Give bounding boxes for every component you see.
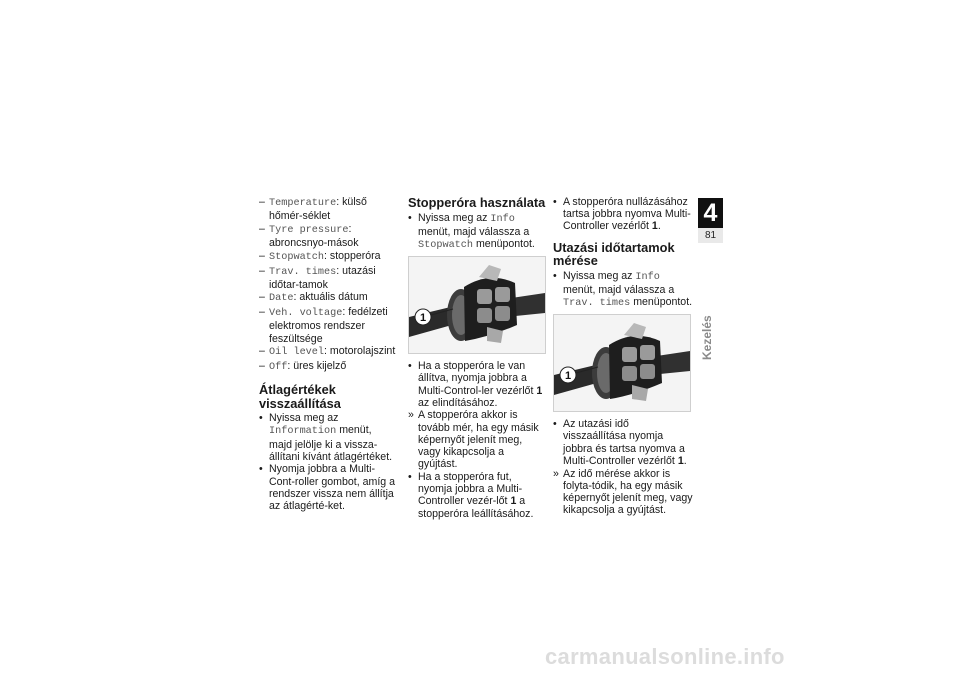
menu-code: Veh. voltage	[269, 308, 343, 320]
handlebar-controls-illustration	[409, 257, 545, 353]
bullet-marker: •	[553, 269, 557, 282]
menu-code: Oil level	[269, 347, 325, 359]
menu-code: Information	[269, 426, 337, 438]
step-text: menüt, majd jelölje ki a vissza-állítani kívánt átlagértéket.	[269, 424, 393, 463]
step-text: Ha a stopperóra le van állítva, nyomja jobbra a Multi-Control-ler vezérlőt	[418, 360, 537, 397]
list-item	[408, 360, 546, 409]
handlebar-controls-photo	[553, 314, 691, 412]
bullet-marker: •	[553, 196, 557, 208]
step-text: Nyissa meg az	[269, 412, 339, 425]
menu-code: Temperature	[269, 198, 337, 209]
section-heading: Átlagértékek visszaállítása	[259, 382, 341, 411]
page-number: 81	[704, 230, 717, 241]
item-text: : külső hőmér-séklet	[269, 196, 367, 223]
callout-ref: 1	[651, 220, 658, 233]
section-label: Kezelés	[700, 315, 714, 360]
menu-code: Stopwatch	[269, 251, 325, 263]
result-marker: »	[408, 409, 414, 422]
column-2	[408, 196, 546, 520]
menu-code: Off	[269, 361, 288, 373]
dash-marker: –	[259, 306, 265, 319]
callout-label: 1	[564, 370, 572, 383]
callout-label: 1	[419, 312, 427, 325]
list-item	[259, 223, 397, 249]
list-item	[259, 196, 397, 222]
list-item	[408, 409, 546, 470]
section-heading: Utazási időtartamok mérése	[553, 239, 675, 269]
dash-marker: –	[259, 196, 265, 208]
dash-marker: –	[259, 345, 265, 358]
list-item	[259, 360, 397, 374]
handlebar-controls-illustration	[554, 315, 690, 411]
chapter-tab	[698, 198, 723, 243]
menu-code: Trav. times	[563, 298, 631, 310]
step-text: menüpontot.	[473, 237, 535, 250]
list-item	[259, 345, 397, 359]
item-text: : abroncsnyo-mások	[269, 222, 359, 250]
step-text: menüt, majd válassza a	[563, 283, 675, 296]
step-text: .	[683, 454, 687, 467]
step-text: az elindításához.	[418, 396, 498, 409]
chapter-number: 4	[698, 198, 723, 228]
dash-marker: –	[259, 359, 265, 372]
step-text: menüpontot.	[630, 296, 693, 309]
list-item	[259, 291, 397, 305]
list-item	[259, 306, 397, 345]
chapter-marker	[698, 198, 723, 243]
item-text: : fedélzeti elektromos rendszer feszültsége	[269, 306, 388, 345]
bullet-marker: •	[553, 418, 557, 431]
callout-ref: 1	[510, 495, 517, 508]
step-text: a stopperóra leállításához.	[418, 495, 534, 520]
menu-code: Date	[269, 293, 294, 305]
list-item	[553, 270, 693, 311]
list-item	[408, 471, 546, 520]
handlebar-controls-photo	[408, 256, 546, 354]
step-text: Az idő mérése akkor is folyta-tódik, ha egy másik képernyőt jelenít meg, vagy kikapcsolja a gyújtást.	[563, 467, 693, 517]
list-item	[259, 412, 397, 463]
menu-code: Info	[635, 271, 660, 283]
bullet-marker: •	[408, 360, 412, 373]
menu-code: Stopwatch	[418, 239, 474, 251]
step-text: Nyissa meg az	[563, 269, 636, 282]
bullet-marker: •	[259, 463, 263, 476]
dash-marker: –	[259, 222, 265, 235]
section-heading: Stopperóra használata	[408, 195, 546, 210]
bullet-marker: •	[408, 211, 412, 224]
dash-marker: –	[259, 264, 265, 277]
watermark: carmanualsonline.info	[545, 644, 785, 669]
bullet-marker: •	[408, 470, 412, 483]
step-text: Ha a stopperóra fut, nyomja jobbra a Multi-Controller vezér-lőt	[418, 470, 523, 508]
menu-code: Trav. times	[269, 266, 337, 278]
item-text: : motorolajszint	[324, 345, 396, 358]
callout-ref: 1	[536, 384, 543, 397]
step-text: .	[657, 220, 661, 233]
list-item	[259, 250, 397, 264]
menu-code: Tyre pressure	[269, 224, 349, 236]
step-text: Az utazási idő visszaállítása nyomja jobbra és tartsa nyomva a Multi-Controller vezérlőt	[563, 418, 685, 467]
step-text: A stopperóra akkor is tovább mér, ha egy másik képernyőt jelenít meg, vagy kikapcsolja a gyújtást.	[418, 409, 539, 471]
dash-marker: –	[259, 291, 265, 304]
list-item	[553, 196, 693, 233]
menu-code: Info	[490, 213, 515, 225]
step-text: Nyissa meg az	[418, 211, 491, 224]
dash-marker: –	[259, 249, 265, 262]
step-text: menüt, majd válassza a	[418, 225, 530, 238]
step-text: A stopperóra nullázásához tartsa jobbra nyomva Multi-Controller vezérlőt	[563, 196, 691, 233]
item-text: : aktuális dátum	[293, 291, 368, 304]
item-text: : utazási időtar-tamok	[269, 264, 376, 291]
column-1	[259, 196, 397, 513]
bullet-marker: •	[259, 412, 263, 425]
item-text: : üres kijelző	[287, 359, 347, 372]
step-text: Nyomja jobbra a Multi-Cont-roller gombot, amíg a rendszer vissza nem állítja az átlagérté-ket.	[269, 463, 396, 513]
list-item	[259, 463, 397, 512]
callout-ref: 1	[677, 454, 684, 467]
list-item	[408, 212, 546, 253]
list-item	[553, 468, 693, 517]
list-item	[553, 418, 693, 467]
list-item	[259, 265, 397, 291]
result-marker: »	[553, 467, 559, 480]
column-3	[553, 196, 693, 517]
item-text: : stopperóra	[324, 249, 381, 262]
